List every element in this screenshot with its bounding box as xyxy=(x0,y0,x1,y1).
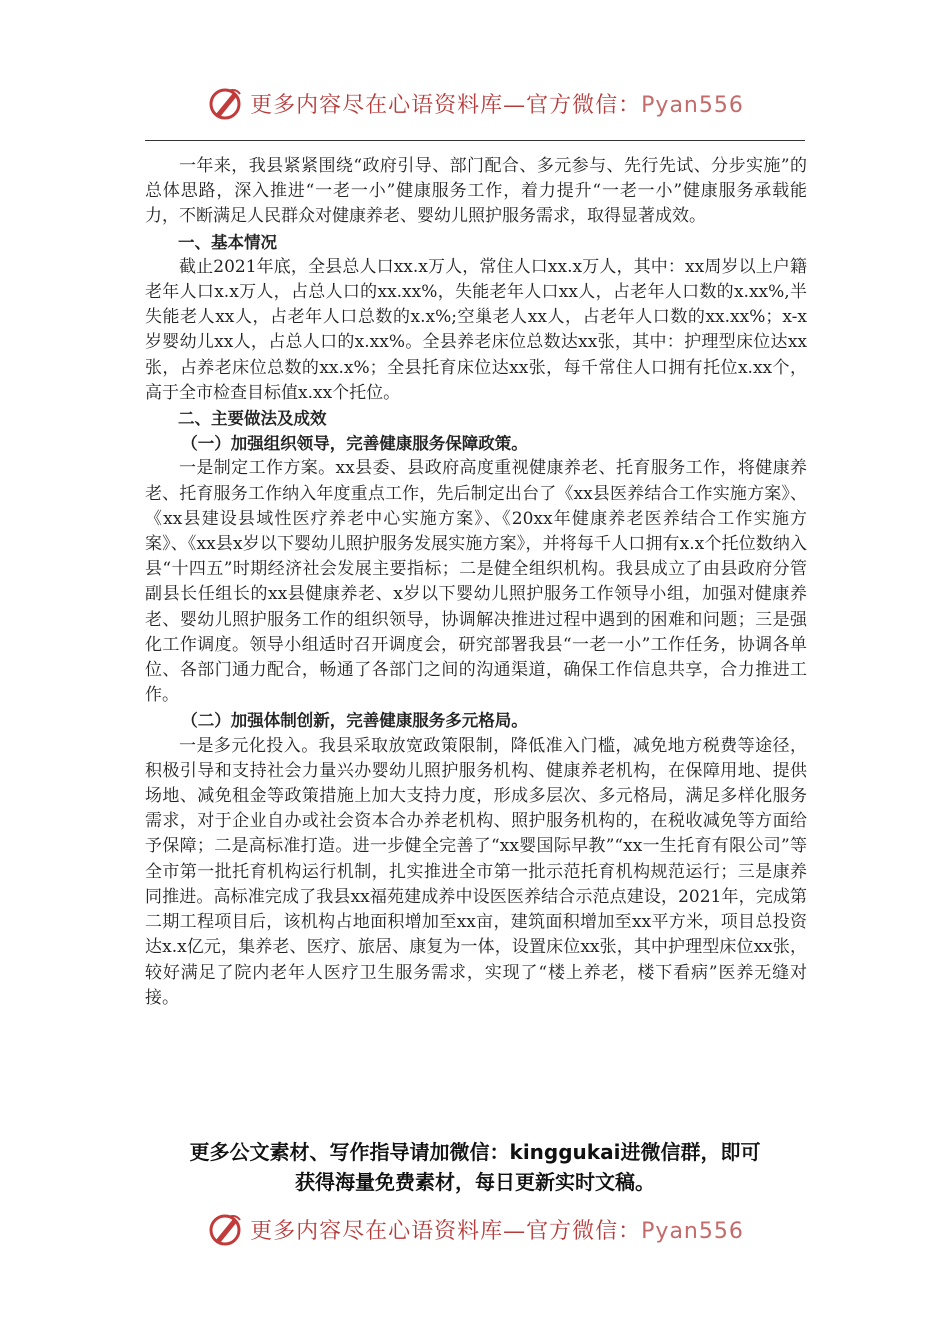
subsection-heading-leadership: （一）加强组织领导，完善健康服务保障政策。 xyxy=(181,434,528,454)
footer-banner-label: 更多内容尽在心语资料库—官方微信：Pyan556 xyxy=(250,1218,744,1244)
leadership-paragraph: 一是制定工作方案。xx县委、县政府高度重视健康养老、托育服务工作，将健康养老、托育服务工作纳入年度重点工作，先后制定出台了《xx县医养结合工作实施方案》、《xx县建设县域性医疗养老中心实施方案》、《20xx年健康养老医养结合工作实施方案》、《xx县x岁以下婴幼儿照护服务发展实施方案》，并将每千人口拥有x.x个托位数纳入县“十四五”时期经济社会发展主要指标；二是健全组织机构。我县成立了由县政府分管副县长任组长的xx县健康养老、x岁以下婴幼儿照护服务工作领导小组，加强对健康养老、婴幼儿照护服务工作的组织领导，协调解决推进过程中遇到的困难和问题；三是强化工作调度。领导小组适时召开调度会，研究部署我县“一老一小”工作任务，协调各单位、各部门通力配合，畅通了各部门之间的沟通渠道，确保工作信息共享，合力推进工作。 xyxy=(145,458,807,706)
intro-paragraph: 一年来，我县紧紧围绕“政府引导、部门配合、多元参与、先行先试、分步实施”的总体思路，深入推进“一老一小”健康服务工作，着力提升“一老一小”健康服务承载能力，不断满足人民群众对健康养老、婴幼儿照护服务需求，取得显著成效。 xyxy=(145,156,807,227)
pen-circle-logo-icon xyxy=(206,84,244,122)
basic-situation-paragraph: 截止2021年底，全县总人口xx.x万人，常住人口xx.x万人，其中：xx周岁以上户籍老年人口x.x万人，占总人口的xx.xx%，失能老年人口xx人，占老年人口数的x.xx%,半失能老人xx人，占老年人口总数的x.x%;空巢老人xx人，占老年人口数的xx.xx%；x-x岁婴幼儿xx人，占总人口的x.xx%。全县养老床位总数达xx张，其中：护理型床位达xx张，占养老床位总数的xx.x%；全县托育床位达xx张，每千常住人口拥有托位x.xx个，高于全市检查目标值x.xx个托位。 xyxy=(145,256,807,403)
header-banner xyxy=(0,80,950,126)
subsection-heading-innovation: （二）加强体制创新，完善健康服务多元格局。 xyxy=(181,711,528,731)
section-heading-basic: 一、基本情况 xyxy=(178,232,277,252)
header-divider xyxy=(145,140,805,141)
header-banner-label: 更多内容尽在心语资料库—官方微信：Pyan556 xyxy=(250,92,744,118)
innovation-paragraph: 一是多元化投入。我县采取放宽政策限制，降低准入门槛，减免地方税费等途径，积极引导和支持社会力量兴办婴幼儿照护服务机构、健康养老机构，在保障用地、提供场地、减免租金等政策措施上加大支持力度，形成多层次、多元格局，满足多样化服务需求，对于企业自办或社会资本合办养老机构、照护服务机构的，在税收减免等方面给予保障；二是高标准打造。进一步健全完善了“xx婴国际早教”“xx一生托育有限公司”等全市第一批托育机构运行机制，扎实推进全市第一批示范托育机构规范运行；三是康养同推进。高标准完成了我县xx福苑建成养中设医医养结合示范点建设，2021年，完成第二期工程项目后，该机构占地面积增加至xx亩，建筑面积增加至xx平方米，项目总投资达x.x亿元，集养老、医疗、旅居、康复为一体，设置床位xx张，其中护理型床位xx张，较好满足了院内老年人医疗卫生服务需求，实现了“楼上养老，楼下看病”医养无缝对接。 xyxy=(145,735,807,1008)
section-heading-practices: 二、主要做法及成效 xyxy=(178,409,327,429)
promo-notice xyxy=(145,1137,805,1197)
pen-circle-logo-icon xyxy=(206,1210,244,1248)
promo-line-2: 获得海量免费素材，每日更新实时文稿。 xyxy=(295,1170,655,1194)
footer-banner xyxy=(0,1206,950,1252)
promo-line-1: 更多公文素材、写作指导请加微信：kinggukai进微信群，即可 xyxy=(189,1140,761,1164)
document-body xyxy=(145,154,807,1011)
